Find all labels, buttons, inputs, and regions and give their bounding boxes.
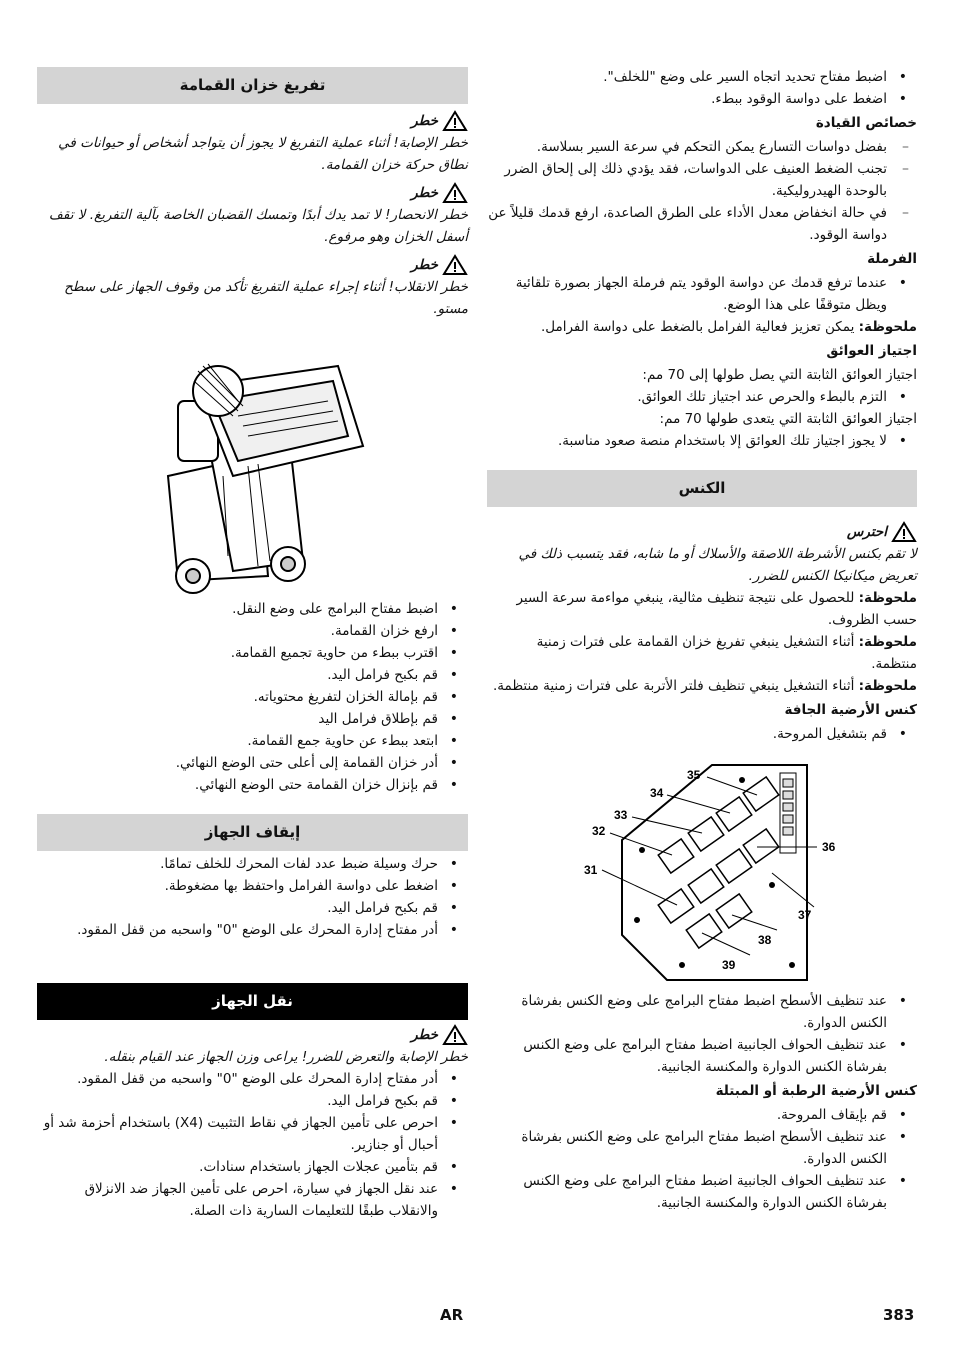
list-item: • عند تنظيف الأسطح اضبط مفتاح البرامج على وضع الكنس بفرشاة الكنس الدوارة. <box>487 1126 917 1170</box>
warning-block <box>37 182 468 248</box>
list-item: • التزم بالبطء والحرص عند اجتياز تلك العوائق. <box>487 386 917 408</box>
callout-label: 33 <box>614 808 628 822</box>
callout-label: 35 <box>687 768 701 782</box>
list-item: • قم بإنزال خزان القمامة حتى الوضع النهائي. <box>37 774 468 796</box>
footer-page-number: 383 <box>883 1306 915 1324</box>
wet-heading: كنس الأرضية الرطبة أو المبتلة <box>715 1083 917 1099</box>
list-item: • عند تنظيف الحواف الجانبية اضبط مفتاح البرامج على وضع الكنس بفرشاة الكنس الدوارة والمكنسة الجانبية. <box>487 1170 917 1214</box>
list-item: – بفضل دواسات التسارع يمكن التحكم في سرعة السير بسلاسة. <box>487 136 917 158</box>
note-label: ملحوظة: <box>858 319 917 335</box>
footer-language: AR <box>440 1306 464 1324</box>
note-label: ملحوظة: <box>858 634 917 650</box>
obstacle-line: اجتياز العوائق الثابتة التي يتعدى طولها 70 مم: <box>659 411 917 427</box>
note-text: للحصول على نتيجة تنظيف مثالية، ينبغي مواءمة سرعة السير حسب الظروف. <box>516 590 917 628</box>
warning-block <box>37 110 468 176</box>
warning-block <box>37 254 468 320</box>
note-label: ملحوظة: <box>858 590 917 606</box>
right-column <box>487 66 917 1214</box>
warning-triangle-icon <box>442 182 468 204</box>
obstacle-heading: اجتياز العوائق <box>826 343 917 359</box>
callout-label: 31 <box>584 863 598 877</box>
obstacle-line: اجتياز العوائق الثابتة التي يصل طولها إلى 70 مم: <box>642 367 917 383</box>
list-item: • لا يجوز اجتياز تلك العوائق إلا باستخدام منصة صعود مناسبة. <box>487 430 917 452</box>
control-panel-drawing <box>562 755 842 990</box>
warning-title <box>37 182 468 204</box>
note <box>487 631 917 675</box>
warning-triangle-icon <box>891 521 917 543</box>
caution-text: لا تقم بكنس الأشرطة اللاصقة والأسلاك أو ما شابه، فقد يتسبب ذلك في تعريض ميكانيكا الكنس للضرر. <box>518 546 917 584</box>
list-item: • عندما ترفع قدمك عن دواسة الوقود يتم فرملة الجهاز بصورة تلقائية ويظل متوقفًا على هذا الوضع. <box>487 272 917 316</box>
note-text: أثناء التشغيل ينبغي تنظيف فلتر الأتربة على فترات زمنية منتظمة. <box>493 678 855 694</box>
list-item: • قم بكبح فرامل اليد. <box>37 897 468 919</box>
note-text: أثناء التشغيل ينبغي تفريغ خزان القمامة على فترات زمنية منتظمة. <box>536 634 917 672</box>
callout-label: 34 <box>650 786 664 800</box>
callout-label: 38 <box>758 933 772 947</box>
callout-label: 36 <box>822 840 836 854</box>
warning-triangle-icon <box>442 254 468 276</box>
note-label: ملحوظة: <box>858 678 917 694</box>
note <box>487 675 917 697</box>
list-item: • قم بإمالة الخزان لتفريغ محتوياته. <box>37 686 468 708</box>
dry-heading: كنس الأرضية الجافة <box>784 702 917 718</box>
list-item: • اضغط على دواسة الفرامل واحتفظ بها مضغوطة. <box>37 875 468 897</box>
warning-text: خطر الانقلاب! أثناء إجراء عملية التفريغ تأكد من وقوف الجهاز على سطح مستو. <box>64 279 468 317</box>
warning-text: خطر الإصابة والتعرض للضرر! يراعى وزن الجهاز عند القيام بنقله. <box>104 1049 468 1065</box>
list-item: • قم بإيقاف المروحة. <box>487 1104 917 1126</box>
warning-label: خطر <box>411 185 438 201</box>
list-item: • عند تنظيف الحواف الجانبية اضبط مفتاح البرامج على وضع الكنس بفرشاة الكنس الدوارة والمكنسة الجانبية. <box>487 1034 917 1078</box>
warning-triangle-icon <box>442 110 468 132</box>
brake-note <box>487 316 917 338</box>
list-item: • اضبط مفتاح تحديد اتجاه السير على وضع "للخلف". <box>487 66 917 88</box>
warning-text: خطر الانحصار! لا تمد يدك أبدًا وتمسك القضبان الخاصة بآلية التفريغ. لا تقف أسفل الخزان وهو مرفوع. <box>48 207 468 245</box>
list-item: • قم بتأمين عجلات الجهاز باستخدام سنادات. <box>37 1156 468 1178</box>
list-item: • اضغط على دواسة الوقود ببطء. <box>487 88 917 110</box>
section-band-sweeping: الكنس <box>487 470 917 507</box>
warning-title <box>37 254 468 276</box>
control-panel-illustration <box>562 755 842 990</box>
driving-heading: خصائص القيادة <box>815 115 917 131</box>
callout-label: 39 <box>722 958 736 972</box>
list-item: • أدر خزان القمامة إلى أعلى حتى الوضع النهائي. <box>37 752 468 774</box>
note <box>487 587 917 631</box>
list-item: • قم بتشغيل المروحة. <box>487 723 917 745</box>
list-item: • قم بكبح فرامل اليد. <box>37 1090 468 1112</box>
list-item: – تجنب الضغط العنيف على الدواسات، فقد يؤدي ذلك إلى إلحاق الضرر بالوحدة الهيدروليكية. <box>487 158 917 202</box>
warning-label: خطر <box>411 113 438 129</box>
warning-label: خطر <box>411 1027 438 1043</box>
list-item: • اقترب ببطء من حاوية تجميع القمامة. <box>37 642 468 664</box>
callout-label: 37 <box>798 908 812 922</box>
sweeper-drawing <box>138 346 368 594</box>
sweeper-dumping-illustration <box>138 346 368 594</box>
list-item: • عند نقل الجهاز في سيارة، احرص على تأمين الجهاز ضد الانزلاق والانقلاب طبقًا للتعليمات السارية ذات الصلة. <box>37 1178 468 1222</box>
caution-title <box>487 521 917 543</box>
callout-label: 32 <box>592 824 606 838</box>
warning-text: خطر الإصابة! أثناء عملية التفريغ لا يجوز أن يتواجد أشخاص أو حيوانات في نطاق حركة خزان القمامة. <box>58 135 468 173</box>
list-item: • اضبط مفتاح البرامج على وضع النقل. <box>37 598 468 620</box>
warning-triangle-icon <box>442 1024 468 1046</box>
caution-block <box>487 521 917 587</box>
list-item: • ارفع خزان القمامة. <box>37 620 468 642</box>
list-item: • أدر مفتاح إدارة المحرك على الوضع "0" واسحبه من قفل المقود. <box>37 919 468 941</box>
note-text: يمكن تعزيز فعالية الفرامل بالضغط على دواسة الفرامل. <box>540 319 855 335</box>
list-item: • قم بإطلاق فرامل اليد <box>37 708 468 730</box>
list-item: • احرص على تأمين الجهاز في نقاط التثبيت (X4) باستخدام أحزمة شد أو أحبال أو جنازير. <box>37 1112 468 1156</box>
warning-title <box>37 110 468 132</box>
brake-heading: الفرملة <box>867 251 917 267</box>
list-item: • ابتعد ببطء عن حاوية جمع القمامة. <box>37 730 468 752</box>
section-band-emptying: تفريغ خزان القمامة <box>37 67 468 104</box>
warning-block <box>37 1024 468 1068</box>
list-item: • أدر مفتاح إدارة المحرك على الوضع "0" واسحبه من قفل المقود. <box>37 1068 468 1090</box>
list-item: • قم بكبح فرامل اليد. <box>37 664 468 686</box>
warning-label: خطر <box>411 257 438 273</box>
list-item: • عند تنظيف الأسطح اضبط مفتاح البرامج على وضع الكنس بفرشاة الكنس الدوارة. <box>487 990 917 1034</box>
caution-label: احترس <box>846 524 887 540</box>
section-band-stopping: إيقاف الجهاز <box>37 814 468 851</box>
list-item: • حرك وسيلة ضبط عدد لفات المحرك للخلف تمامًا. <box>37 853 468 875</box>
list-item: – في حالة انخفاض معدل الأداء على الطرق الصاعدة، ارفع قدمك قليلاً عن دواسة الوقود. <box>487 202 917 246</box>
left-column <box>37 67 468 1222</box>
section-band-transport: نقل الجهاز <box>37 983 468 1020</box>
warning-title <box>37 1024 468 1046</box>
